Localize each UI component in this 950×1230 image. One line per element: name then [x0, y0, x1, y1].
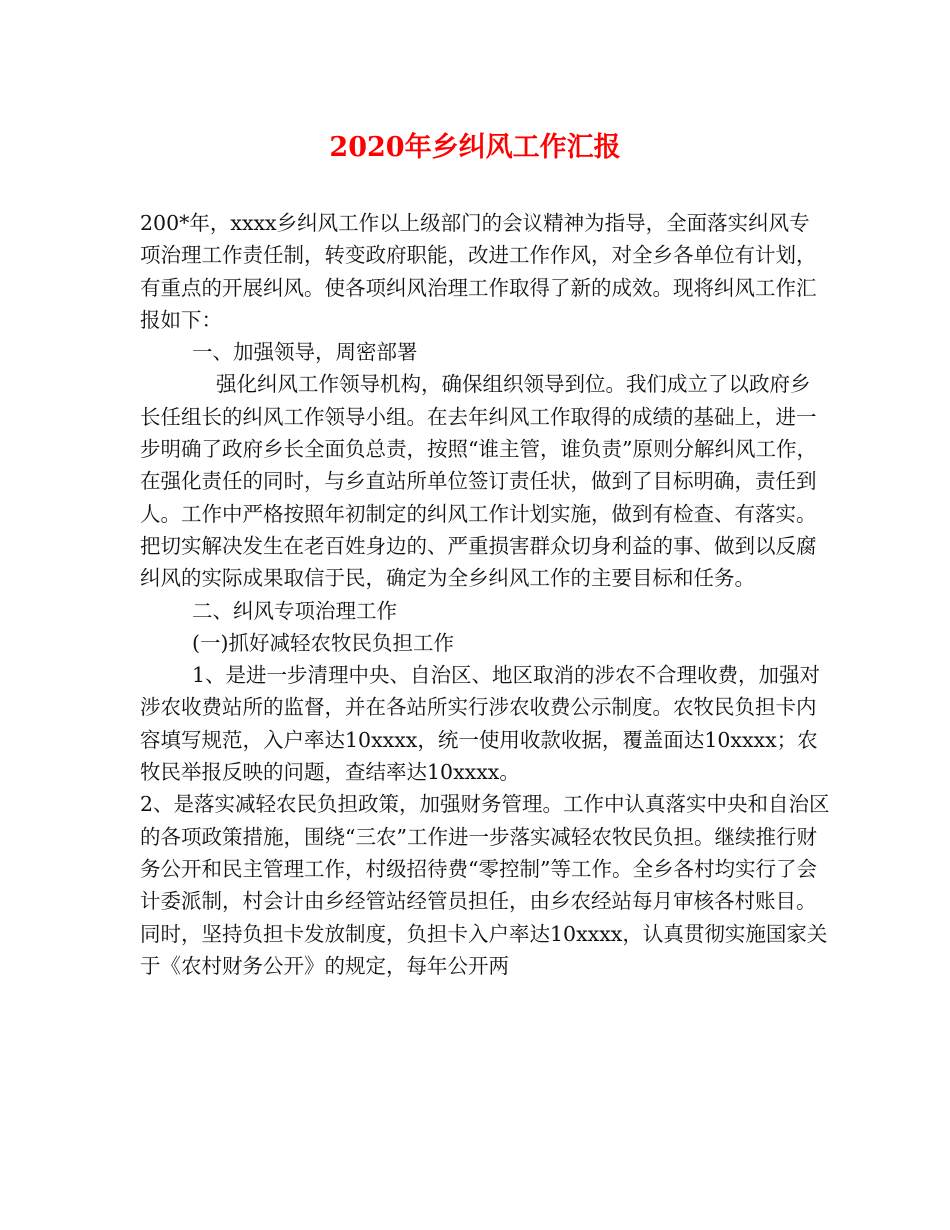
paragraph-item-1: 1、是进一步清理中央、自治区、地区取消的涉农不合理收费，加强对涉农收费站所的监督，并在各站所实行涉农收费公示制度。农牧民负担卡内容填写规范，入户率达10xxxx，统一使用收款收据，覆盖面达10xxxx；农牧民举报反映的问题，查结率达10xxxx。 — [140, 663, 821, 785]
subheading-1: (一)抓好减轻农牧民负担工作 — [192, 630, 454, 655]
paragraph-intro: 200*年，xxxx乡纠风工作以上级部门的会议精神为指导，全面落实纠风专项治理工作责任制，转变政府职能，改进工作作风，对全乡各单位有计划，有重点的开展纠风。使各项纠风治理工作取得了新的成效。现将纠风工作汇报如下： — [140, 211, 817, 332]
document-title: 2020年乡纠风工作汇报 — [329, 132, 621, 163]
paragraph-item-2: 2、是落实减轻农民负担政策，加强财务管理。工作中认真落实中央和自治区的各项政策措施，围绕“三农”工作进一步落实减轻农牧民负担。继续推行财务公开和民主管理工作，村级招待费“零控制”等工作。全乡各村均实行了会计委派制，村会计由乡经管站经管员担任，由乡农经站每月审核各村账目。同时，坚持负担卡发放制度，负担卡入户率达10xxxx，认真贯彻实施国家关于《农村财务公开》的规定，每年公开两 — [140, 792, 830, 978]
heading-section-2: 二、纠风专项治理工作 — [192, 598, 397, 623]
heading-section-1: 一、加强领导，周密部署 — [192, 340, 418, 365]
document-body — [140, 207, 830, 982]
paragraph-section-1: 强化纠风工作领导机构，确保组织领导到位。我们成立了以政府乡长任组长的纠风工作领导小组。在去年纠风工作取得的成绩的基础上，进一步明确了政府乡长全面负总责，按照“谁主管，谁负责”原则分解纠风工作，在强化责任的同时，与乡直站所单位签订责任状，做到了目标明确，责任到人。工作中严格按照年初制定的纠风工作计划实施，做到有检查、有落实。把切实解决发生在老百姓身边的、严重损害群众切身利益的事、做到以反腐纠风的实际成果取信于民，确定为全乡纠风工作的主要目标和任务。 — [140, 372, 817, 591]
